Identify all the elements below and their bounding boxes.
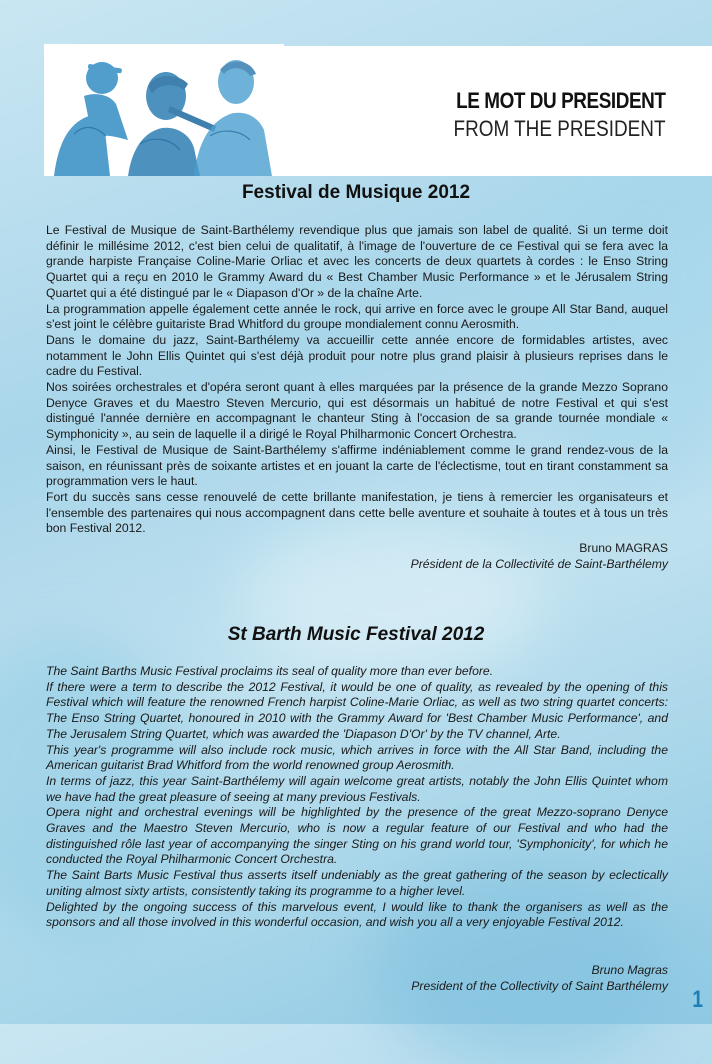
signature-name: Bruno MAGRAS — [579, 541, 668, 555]
paragraph: The Saint Barths Music Festival proclaims its seal of quality more than ever before. — [46, 664, 494, 678]
french-signature — [411, 540, 668, 572]
signature-role: President of the Collectivity of Saint Barthélemy — [411, 979, 668, 993]
french-section-title: Festival de Musique 2012 — [241, 182, 471, 203]
signature-role: Président de la Collectivité de Saint-Barthélemy — [410, 557, 668, 571]
paragraph: Le Festival de Musique de Saint-Barthélemy revendique plus que jamais son label de qualité. Si un terme doit définir le millésime 2012, c'est bien celui de qualitatif, à l'image de l'ouverture de ce Festival qui se fera avec la grande harpiste Française Coline-Marie Orliac et avec les concerts de deux quartets à cordes : le Enso String Quartet qui a reçu en 2010 le Grammy Award du « Best Chamber Music Performance » et le Jérusalem String Quartet qui a été distingué par le « Diapason d'Or » de la chaîne Arte. — [46, 223, 668, 300]
paragraph: Opera night and orchestral evenings will be highlighted by the presence of the great Mezzo-soprano Denyce Graves and the Maestro Steven Mercurio, who is now a regular feature of our Festival and who had the distinguished rôle last year of accompanying the singer Sting on his grand world tour, 'Symphonicity', for which he conducted the Royal Philharmonic Concert Orchestra. — [46, 805, 668, 867]
paragraph: Delighted by the ongoing success of this marvelous event, I would like to thank the organisers as well as the sponsors and all those involved in this wonderful occasion, and wish you all a very enjoyable Festival 2012. — [46, 899, 668, 930]
english-signature — [411, 962, 668, 994]
paragraph: Ainsi, le Festival de Musique de Saint-Barthélemy s'affirme indéniablement comme le grand rendez-vous de la saison, en réunissant près de soixante artistes et en jouant la carte de l'éclectisme, tout en tirant constamment sa programmation vers le haut. — [46, 442, 668, 489]
musicians-illustration — [44, 44, 284, 176]
paragraph: La programmation appelle également cette année le rock, qui arrive en force avec le groupe All Star Band, auquel s'est joint le célèbre guitariste Brad Whitford du groupe mondialement connu Aerosmith. — [46, 301, 668, 332]
paragraph: Nos soirées orchestrales et d'opéra seront quant à elles marquées par la présence de la grande Mezzo Soprano Denyce Graves et du Maestro Steven Mercurio, qui est désormais un habitué de notre Festival et qui s'est distingué l'année dernière en accompagnant le chanteur Sting à l'occasion de sa grande tournée mondiale « Symphonicity », au sein de laquelle il a dirigé le Royal Philharmonic Concert Orchestra. — [46, 380, 668, 442]
paragraph: Dans le domaine du jazz, Saint-Barthélemy va accueillir cette année encore de formidables artistes, avec notamment le John Ellis Quintet qui s'est déjà produit pour notre plus grand plaisir à plusieurs reprises dans le cadre du Festival. — [46, 332, 668, 379]
french-body — [46, 223, 668, 537]
title-french: LE MOT DU PRESIDENT — [456, 88, 666, 113]
paragraph: Fort du succès sans cesse renouvelé de cette brillante manifestation, je tiens à remercier les organisateurs et l'ensemble des partenaires qui nous accompagnent dans cette belle aventure et souhaite à toutes et à tous un très bon Festival 2012. — [46, 489, 668, 536]
paragraph: This year's programme will also include rock music, which arrives in force with the All Star Band, including the American guitarist Brad Whitford from the world renowned group Aerosmith. — [46, 742, 668, 773]
page-number: 1 — [691, 986, 703, 1013]
paragraph: If there were a term to describe the 2012 Festival, it would be one of quality, as revealed by the opening of this Festival which will feature the renowned French harpist Coline-Marie Orliac, as well as two string quartet concerts: The Enso String Quartet, honoured in 2010 with the Grammy Award for 'Best Chamber Music Performance', and The Jerusalem String Quartet, which was awarded the 'Diapason D'Or' by the TV channel, Arte. — [46, 679, 668, 741]
paragraph: The Saint Barts Music Festival thus asserts itself undeniably as the great gathering of the season by eclectically uniting almost sixty artists, consistently taking its programme to a higher level. — [46, 868, 668, 898]
signature-name: Bruno Magras — [591, 963, 668, 977]
english-section-title: St Barth Music Festival 2012 — [227, 624, 485, 645]
english-body — [46, 664, 668, 931]
title-english: FROM THE PRESIDENT — [453, 116, 666, 141]
header-title-block — [419, 88, 666, 142]
paragraph: In terms of jazz, this year Saint-Barthélemy will again welcome great artists, notably the John Ellis Quintet whom we have had the great pleasure of seeing at many previous Festivals. — [46, 773, 668, 804]
